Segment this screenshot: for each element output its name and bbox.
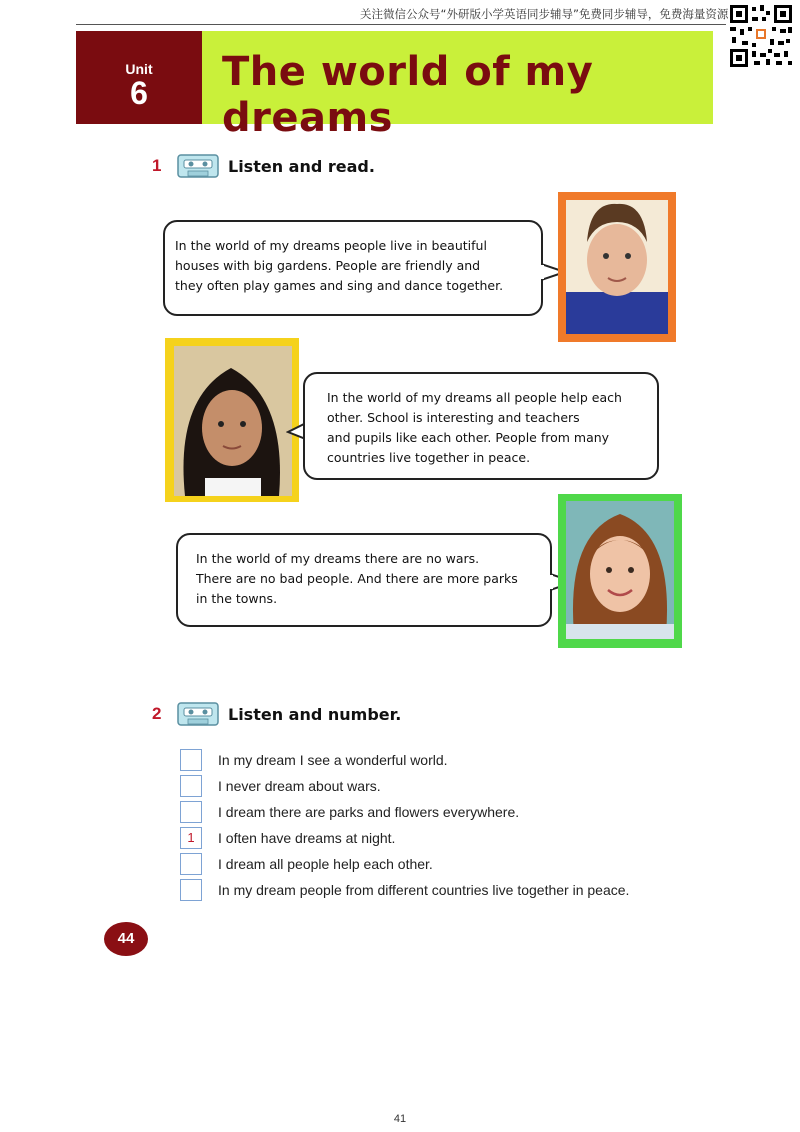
qr-code-icon [728,3,794,69]
unit-title: The world of my dreams [222,49,594,141]
speech-bubble-2 [303,372,659,480]
list-item [180,749,448,771]
boy-portrait-icon [558,192,676,342]
number-box[interactable]: 1 [180,827,202,849]
list-item [180,853,433,875]
cassette-tape-icon [176,700,220,728]
item-text: I never dream about wars. [218,778,381,794]
footer-page-number: 41 [393,1113,407,1125]
unit-label: Unit [125,61,153,77]
cassette-tape-icon [176,152,220,180]
number-box[interactable] [180,801,202,823]
item-text: I dream there are parks and flowers everywhere. [218,804,520,820]
bubble-1-line-1: In the world of my dreams people live in beautiful [175,238,487,253]
speech-bubble-1 [163,220,543,316]
number-box[interactable] [180,853,202,875]
unit-badge [76,31,202,124]
title-banner [202,31,713,141]
number-box[interactable] [180,879,202,901]
bubble-3-line-3: in the towns. [196,591,278,606]
bubble-3-line-1: In the world of my dreams there are no wars. [196,551,480,566]
section-2-title: Listen and number. [228,704,402,724]
section-1-header [152,152,375,180]
section-2-header [152,700,401,728]
bubble-2-line-1: In the world of my dreams all people help each [327,390,622,405]
header-banner: 关注微信公众号“外研版小学英语同步辅导”免费同步辅导，免费海量资源 [360,7,729,21]
page-number-badge: 44 [104,922,148,956]
list-item [180,879,629,901]
bubble-3-line-2: There are no bad people. And there are more parks [196,571,518,586]
bubble-2-line-2: other. School is interesting and teachers [327,410,580,425]
item-text: I often have dreams at night. [218,830,396,846]
header-rule [76,24,726,25]
section-1-title: Listen and read. [228,156,375,176]
section-1-number: 1 [152,156,162,175]
list-item [180,775,381,797]
girl-portrait-icon [165,338,299,502]
girl-smiling-portrait-icon [558,494,682,648]
bubble-1-line-3: they often play games and sing and dance together. [175,278,504,293]
photo-boy [558,192,676,342]
speech-bubble-3 [176,533,552,627]
number-box[interactable] [180,749,202,771]
bubble-1-line-2: houses with big gardens. People are friendly and [175,258,481,273]
bubble-2-line-4: countries live together in peace. [327,450,531,465]
list-item [180,827,395,849]
unit-number: 6 [130,75,148,111]
item-text: I dream all people help each other. [218,856,433,872]
number-box[interactable] [180,775,202,797]
photo-girl-brown-hair [558,494,682,648]
item-text: In my dream people from different countries live together in peace. [218,882,630,898]
section-2-number: 2 [152,704,162,723]
item-text: In my dream I see a wonderful world. [218,752,448,768]
photo-girl-dark-hair [165,338,299,502]
list-item [180,801,519,823]
bubble-2-line-3: and pupils like each other. People from many [327,430,610,445]
